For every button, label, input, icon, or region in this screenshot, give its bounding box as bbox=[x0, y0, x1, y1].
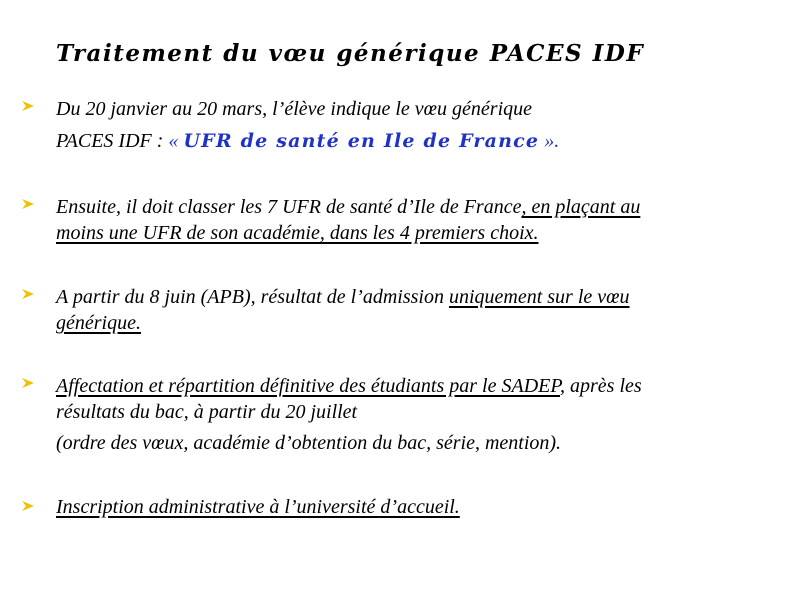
bullet-4-underlined-text: Affectation et répartition définitive des étudiants par le SADEP bbox=[56, 375, 560, 397]
arrow-bullet-icon bbox=[22, 501, 34, 511]
bullet-4-line-3 bbox=[56, 430, 561, 456]
slide-title: Traitement du vœu générique PACES IDF bbox=[56, 40, 645, 67]
bullet-3-text: A partir du 8 juin (APB), résultat de l’admission bbox=[56, 286, 449, 308]
arrow-bullet-icon bbox=[22, 199, 34, 209]
bullet-2-underlined-text-2: moins une UFR de son académie, dans les 4 premiers choix bbox=[56, 222, 534, 244]
bullet-1-line-2 bbox=[56, 128, 559, 154]
bullet-2-tail: . bbox=[533, 222, 539, 244]
bullet-3-line-1 bbox=[56, 284, 629, 310]
arrow-bullet-icon bbox=[22, 101, 34, 111]
bullet-3-line-2 bbox=[56, 310, 141, 336]
bullet-1-line-1 bbox=[56, 96, 532, 122]
bullet-1-close-quote: ». bbox=[539, 130, 560, 152]
bullet-2-underlined-text: , en plaçant au bbox=[521, 196, 641, 218]
arrow-bullet-icon bbox=[22, 378, 34, 388]
bullet-1-text: Du 20 janvier au 20 mars, l’élève indique le vœu générique bbox=[56, 98, 532, 120]
bullet-2-line-1 bbox=[56, 194, 640, 220]
bullet-4-text-2: résultats du bac, à partir du 20 juillet bbox=[56, 401, 358, 423]
bullet-1-ufr-name: UFR de santé en Ile de France bbox=[183, 130, 540, 152]
bullet-5-underlined-text: Inscription administrative à l’université d’accueil. bbox=[56, 496, 460, 518]
bullet-4-text-3: (ordre des vœux, académie d’obtention du bac, série, mention). bbox=[56, 432, 562, 454]
bullet-4-line-2 bbox=[56, 399, 357, 425]
bullet-1-open-quote: « bbox=[168, 130, 184, 152]
bullet-3-underlined-text-2: générique. bbox=[56, 312, 141, 334]
bullet-3-underlined-text: uniquement sur le vœu bbox=[448, 286, 630, 308]
bullet-2-text: Ensuite, il doit classer les 7 UFR de santé d’Ile de France bbox=[56, 196, 522, 218]
arrow-bullet-icon bbox=[22, 289, 34, 299]
bullet-4-line-1 bbox=[56, 373, 642, 399]
bullet-1-prefix: PACES IDF : bbox=[56, 130, 169, 152]
bullet-4-text: , après les bbox=[560, 375, 642, 397]
bullet-5-line-1 bbox=[56, 494, 460, 520]
bullet-2-line-2 bbox=[56, 220, 539, 246]
